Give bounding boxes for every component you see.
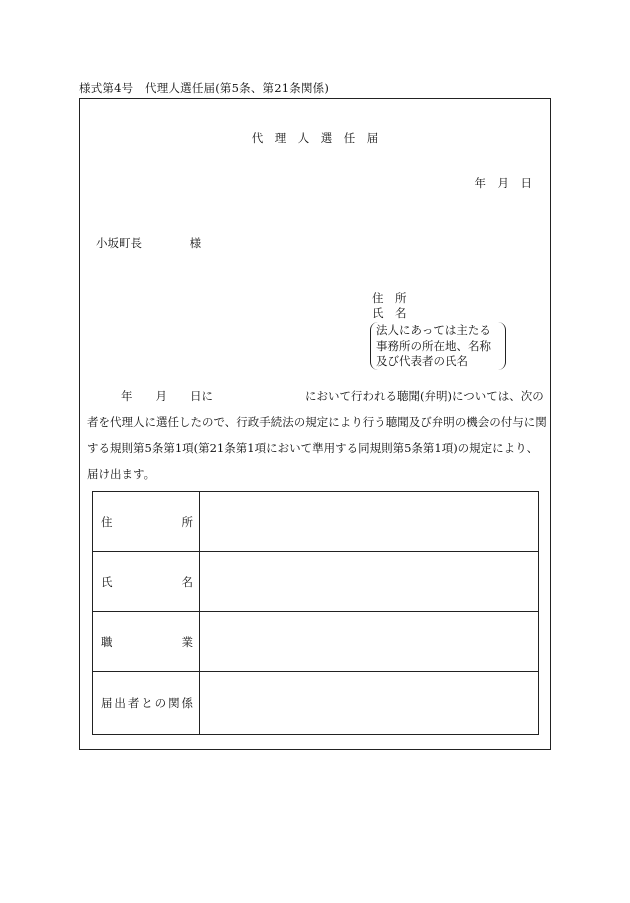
addressee-name: 小坂町長 <box>96 236 142 250</box>
row-label-name: 氏名 <box>93 552 200 611</box>
form-body-text <box>87 383 547 487</box>
table-row <box>93 612 538 672</box>
applicant-block <box>372 291 407 321</box>
table-row <box>93 672 538 734</box>
address-field[interactable] <box>200 492 538 551</box>
agent-info-table <box>92 491 539 735</box>
occupation-field[interactable] <box>200 612 538 671</box>
row-label-relationship: 届出者との関係 <box>93 672 200 734</box>
note-line: 事務所の所在地、名称 <box>376 338 491 353</box>
table-row <box>93 552 538 612</box>
addressee-honorific: 様 <box>189 236 202 250</box>
row-label-address: 住所 <box>93 492 200 551</box>
relationship-field[interactable] <box>200 672 538 734</box>
name-field[interactable] <box>200 552 538 611</box>
form-title: 代 理 人 選 任 届 <box>251 131 379 145</box>
applicant-note <box>370 322 506 372</box>
applicant-address-label[interactable]: 住 所 <box>372 291 407 305</box>
body-paragraph: 者を代理人に選任したので、行政手続法の規定により行う聴聞及び弁明の機会の付与に関する規則第5条第1項(第21条第1項において準用する同規則第5条第1項)の規定により、届け出ます。 <box>87 415 547 481</box>
form-number-heading: 様式第4号 代理人選任届(第5条、第21条関係) <box>79 81 330 95</box>
row-label-occupation: 職業 <box>93 612 200 671</box>
note-line: 及び代表者の氏名 <box>376 354 468 368</box>
applicant-name-label[interactable]: 氏 名 <box>372 306 407 320</box>
table-row <box>93 492 538 552</box>
addressee <box>96 235 201 251</box>
date-line[interactable]: 年 月 日 <box>474 176 532 190</box>
body-line-1: 年 月 日に において行われる聴聞(弁明)については、次の <box>121 389 544 403</box>
note-line: 法人にあっては主たる <box>376 323 491 337</box>
form-frame <box>79 98 551 750</box>
right-bracket <box>497 322 506 370</box>
